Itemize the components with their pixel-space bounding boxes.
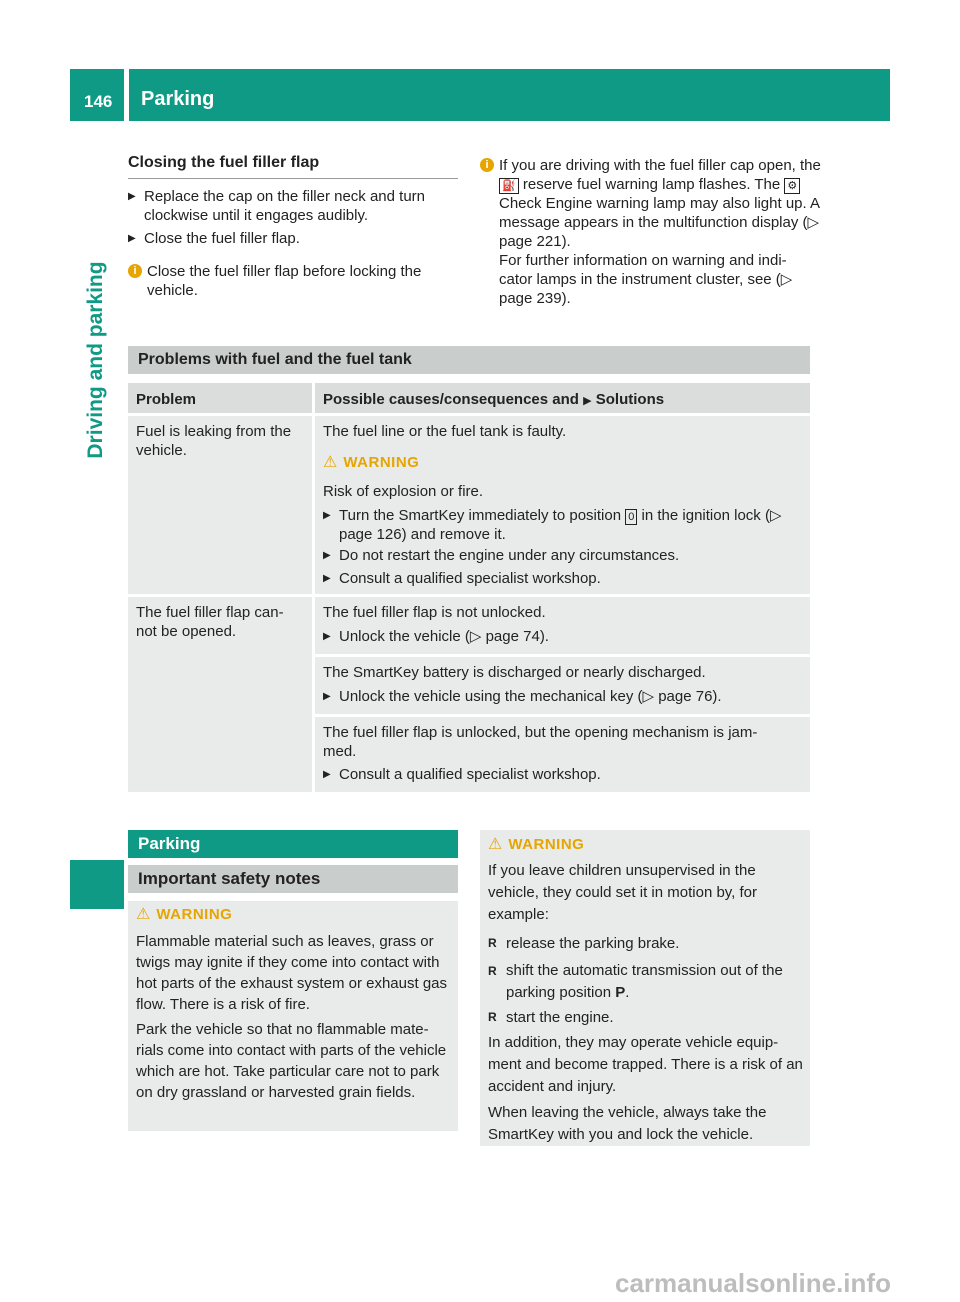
closing-rule bbox=[128, 178, 458, 179]
arrow-right-icon: ▶ bbox=[583, 395, 592, 407]
check-engine-icon: ⚙ bbox=[784, 178, 800, 194]
row2-cause2-cell bbox=[315, 657, 810, 714]
info-icon: i bbox=[128, 264, 142, 278]
row2-step-2: ▶ Unlock the vehicle using the mechanical key (▷ page 76). bbox=[323, 687, 809, 706]
info-icon: i bbox=[480, 158, 494, 172]
children-warning-box bbox=[480, 830, 810, 1146]
children-item-1: R release the parking brake. bbox=[488, 934, 816, 953]
row1-solutions-cell bbox=[315, 416, 810, 594]
row1-warning: ⚠ WARNING bbox=[323, 454, 420, 471]
row2-step-3: ▶ Consult a qualified specialist workshop. bbox=[323, 765, 809, 784]
warning-triangle-icon: ⚠ bbox=[323, 454, 338, 471]
col-problem-header: Problem bbox=[128, 383, 312, 413]
row2-problem-cell bbox=[128, 597, 312, 792]
children-warning-p3: When leaving the vehicle, always take the SmartKey with you and lock the vehicle. bbox=[488, 1104, 767, 1143]
side-section-label: Driving and parking bbox=[84, 261, 107, 459]
closing-step-1: ▶ Replace the cap on the filler neck and turn clockwise until it engages audibly. bbox=[128, 187, 469, 225]
closing-note: i Close the fuel filler flap before locking the vehicle. bbox=[128, 262, 472, 300]
row1-risk: Risk of explosion or fire. bbox=[323, 483, 484, 500]
row1-cause: The fuel line or the fuel tank is faulty. bbox=[323, 423, 567, 440]
header-bar bbox=[129, 69, 890, 121]
parking-warning-p1: Flammable material such as leaves, grass or twigs may ignite if they come into contact with hot parts of the exhaust system or exhaust gas flow. There is a risk of fire. bbox=[136, 933, 448, 1013]
closing-title: Closing the fuel filler flap bbox=[128, 154, 320, 171]
children-warning-intro: If you leave children unsupervised in the vehicle, they could set it in motion by, for example: bbox=[488, 862, 758, 923]
warning-triangle-icon: ⚠ bbox=[136, 906, 151, 923]
row1-step-3: ▶ Consult a qualified specialist workshop. bbox=[323, 569, 809, 588]
row2-cause1-cell bbox=[315, 597, 810, 654]
row1-step-2: ▶ Do not restart the engine under any circumstances. bbox=[323, 546, 809, 565]
col-solutions-header: Possible causes/consequences and ▶ Solutions bbox=[315, 383, 810, 413]
children-warning-label: ⚠ WARNING bbox=[488, 836, 585, 853]
fuel-cap-info: i If you are driving with the fuel filler cap open, the ⛽ reserve fuel warning lamp flashes. The ⚙ Check Engine warning lamp may also light up. A message appears in the multifunction display (▷ page 221). bbox=[480, 156, 829, 251]
row2-cause-2: The SmartKey battery is discharged or nearly discharged. bbox=[323, 664, 706, 681]
row2-cause3-cell bbox=[315, 717, 810, 792]
row1-problem-cell bbox=[128, 416, 312, 594]
row2-problem: The fuel filler flap can- not be opened. bbox=[136, 604, 284, 640]
parking-warning-label: ⚠ WARNING bbox=[136, 906, 233, 923]
watermark: carmanualsonline.info bbox=[615, 1268, 891, 1298]
ignition-position-0-icon: 0 bbox=[625, 509, 637, 525]
row1-problem: Fuel is leaking from the vehicle. bbox=[136, 423, 292, 459]
side-thumb-tab bbox=[70, 860, 124, 909]
fuel-cap-info-para2: For further information on warning and indi- cator lamps in the instrument cluster, see (▷ page 239). bbox=[499, 252, 793, 307]
row2-step-1: ▶ Unlock the vehicle (▷ page 74). bbox=[323, 627, 809, 646]
warning-triangle-icon: ⚠ bbox=[488, 836, 503, 853]
chapter-title: Parking bbox=[141, 88, 215, 110]
row2-cause-3: The fuel filler flap is unlocked, but the opening mechanism is jam- med. bbox=[323, 724, 758, 760]
parking-warning-p2: Park the vehicle so that no flammable mate- rials come into contact with parts of the vehicle which are hot. Take particular care not to park on dry grassland or harvested grain fields. bbox=[136, 1021, 447, 1101]
parking-heading: Parking bbox=[128, 830, 458, 858]
safety-notes-heading: Important safety notes bbox=[128, 865, 458, 893]
problems-title: Problems with fuel and the fuel tank bbox=[128, 346, 810, 374]
page-number: 146 bbox=[84, 92, 113, 111]
parking-warning-box bbox=[128, 901, 458, 1131]
fuel-pump-icon: ⛽ bbox=[499, 178, 519, 194]
children-item-3: R start the engine. bbox=[488, 1008, 816, 1027]
closing-step-2: ▶ Close the fuel filler flap. bbox=[128, 229, 469, 248]
row2-cause-1: The fuel filler flap is not unlocked. bbox=[323, 604, 546, 621]
children-item-2: R shift the automatic transmission out of the parking position P. bbox=[488, 960, 806, 1004]
row1-step-1: ▶ Turn the SmartKey immediately to position 0 in the ignition lock (▷ page 126) and remove it. bbox=[323, 506, 809, 544]
children-warning-p2: In addition, they may operate vehicle equip- ment and become trapped. There is a risk of an accident and injury. bbox=[488, 1034, 803, 1095]
